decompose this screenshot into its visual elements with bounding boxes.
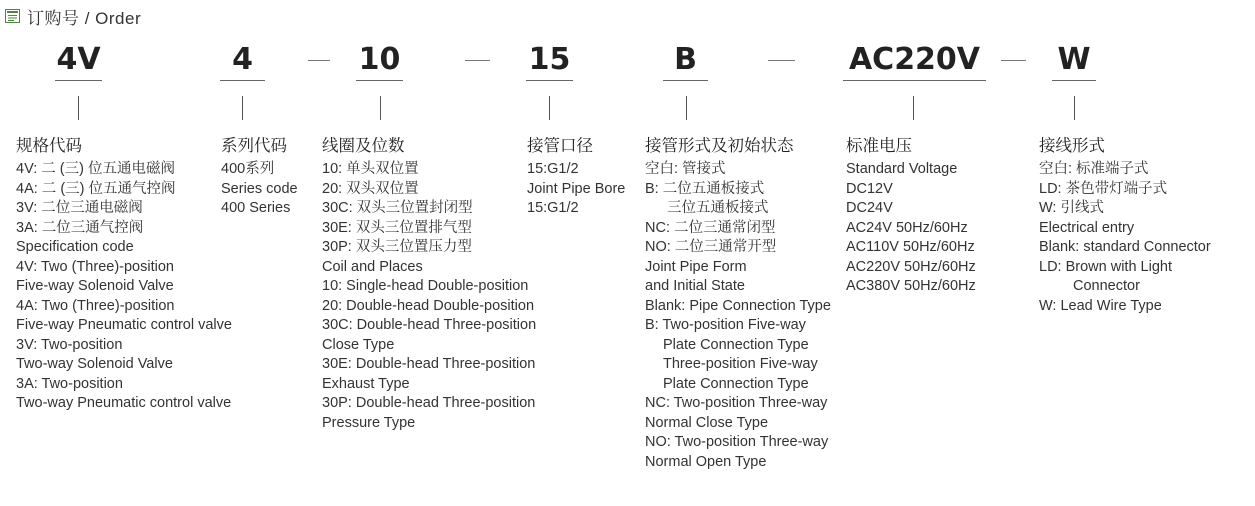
column-coil [322,135,536,433]
desc-line: 空白: 标准端子式 [1039,161,1149,177]
connector-line [78,96,79,120]
desc-line: 3V: Two-position [16,336,123,353]
code-wiring: W [1052,40,1096,81]
desc-line: AC24V 50Hz/60Hz [846,219,968,236]
desc-line: Blank: standard Connector [1039,239,1211,255]
column-bore [527,135,625,219]
desc-line: Five-way Pneumatic control valve [16,317,232,333]
desc-line: W: 引线式 [1039,200,1104,216]
separator-dash [1001,60,1026,61]
desc-line: 15:G1/2 [527,200,579,216]
desc-line: 4V: 二 (三) 位五通电磁阀 [16,161,175,177]
desc-line: 三位五通板接式 [667,200,769,216]
desc-line: AC110V 50Hz/60Hz [846,239,975,255]
column-heading: 线圈及位数 [322,137,405,155]
column-heading: 接管形式及初始状态 [645,137,794,155]
desc-line: Plate Connection Type [663,336,809,353]
desc-line: Coil and Places [322,258,423,275]
desc-line: 3A: 二位三通气控阀 [16,219,144,236]
desc-line: Close Type [322,336,395,353]
desc-line: 30C: Double-head Three-position [322,317,537,333]
desc-line: W: Lead Wire Type [1039,297,1162,314]
desc-line: DC12V [846,180,893,197]
desc-line: and Initial State [645,278,745,294]
separator-dash [308,60,330,61]
desc-line: AC380V 50Hz/60Hz [846,278,976,294]
desc-line: Connector [1073,278,1140,294]
column-heading: 接线形式 [1039,137,1105,155]
desc-line: NC: 二位三通常闭型 [645,219,776,236]
connector-line [380,96,381,120]
desc-line: 3V: 二位三通电磁阀 [16,200,143,216]
desc-line: LD: Brown with Light [1039,258,1172,275]
desc-line: AC220V 50Hz/60Hz [846,258,976,275]
desc-line: DC24V [846,200,893,216]
desc-line: 15:G1/2 [527,161,579,177]
column-voltage [846,135,976,297]
order-form-icon [5,9,20,23]
desc-line: Blank: Pipe Connection Type [645,297,831,314]
desc-line: 4A: Two (Three)-position [16,297,175,314]
desc-line: Three-position Five-way [663,356,818,372]
desc-line: 30E: 双头三位置排气型 [322,219,472,236]
desc-line: 30C: 双头三位置封闭型 [322,200,473,216]
order-header [5,4,141,28]
desc-line: 4V: Two (Three)-position [16,258,174,275]
code-coil: 10 [356,40,403,81]
desc-line: LD: 茶色带灯端子式 [1039,180,1168,197]
desc-line: 20: 双头双位置 [322,180,419,197]
desc-line: Five-way Solenoid Valve [16,278,174,294]
desc-line: Pressure Type [322,414,416,431]
connector-line [1074,96,1075,120]
desc-line: Series code [221,180,298,197]
separator-dash [465,60,490,61]
column-wiring [1039,135,1211,316]
code-series: 4 [220,40,265,81]
desc-line: 空白: 管接式 [645,161,726,177]
column-series [221,135,298,219]
desc-line: 30P: 双头三位置压力型 [322,239,472,255]
desc-line: 4A: 二 (三) 位五通气控阀 [16,180,176,197]
desc-line: NO: Two-position Three-way [645,434,829,450]
column-spec [16,135,232,414]
desc-line: B: 二位五通板接式 [645,180,765,197]
desc-line: Standard Voltage [846,161,958,177]
desc-line: Normal Open Type [645,453,767,470]
column-pipe-form [645,135,831,472]
desc-line: 30P: Double-head Three-position [322,395,536,411]
code-spec: 4V [55,40,102,81]
code-pipe-form: B [663,40,708,81]
desc-line: NO: 二位三通常开型 [645,239,777,255]
separator-dash [768,60,795,61]
desc-line: 20: Double-head Double-position [322,297,535,314]
desc-line: 3A: Two-position [16,375,123,392]
desc-line: 400系列 [221,161,275,177]
column-heading: 接管口径 [527,137,593,155]
desc-line: Normal Close Type [645,414,769,431]
connector-line [549,96,550,120]
desc-line: 10: 单头双位置 [322,161,419,177]
desc-line: Joint Pipe Form [645,258,747,275]
column-heading: 规格代码 [16,137,82,155]
desc-line: Plate Connection Type [663,375,809,392]
desc-line: Joint Pipe Bore [527,180,626,197]
code-voltage: AC220V [843,40,986,81]
code-bore: 15 [526,40,573,81]
connector-line [242,96,243,120]
column-heading: 系列代码 [221,137,287,155]
column-heading: 标准电压 [846,137,912,155]
desc-line: B: Two-position Five-way [645,317,806,333]
order-title: 订购号 / Order [27,8,142,28]
desc-line: 10: Single-head Double-position [322,278,529,294]
desc-line: 30E: Double-head Three-position [322,356,536,372]
desc-line: NC: Two-position Three-way [645,395,828,411]
desc-line: Exhaust Type [322,375,410,392]
desc-line: Electrical entry [1039,219,1135,236]
desc-line: Specification code [16,239,134,255]
desc-line: Two-way Solenoid Valve [16,356,173,372]
connector-line [686,96,687,120]
connector-line [913,96,914,120]
desc-line: 400 Series [221,200,291,216]
desc-line: Two-way Pneumatic control valve [16,395,232,411]
